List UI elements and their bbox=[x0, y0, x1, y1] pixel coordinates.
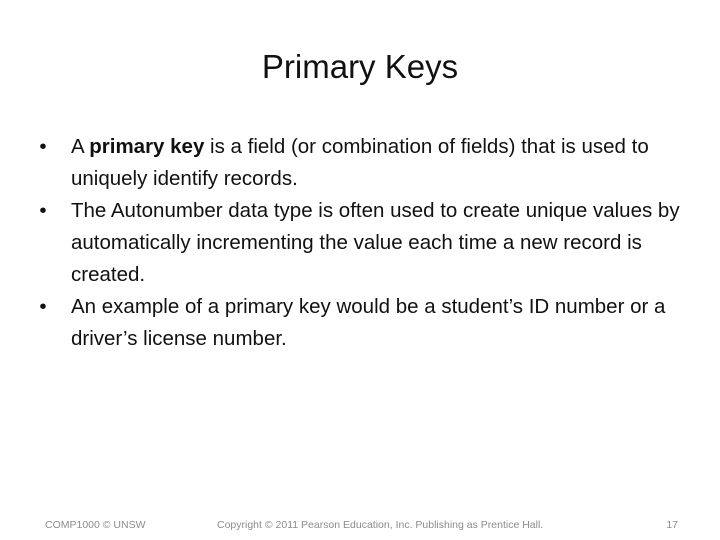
bullet-text-prefix: A bbox=[71, 135, 90, 158]
footer-course: COMP1000 © UNSW bbox=[45, 519, 146, 531]
bullet-text: An example of a primary key would be a student’s ID number or a driver’s license number. bbox=[71, 295, 666, 350]
bullet-list bbox=[36, 131, 686, 355]
bullet-item-autonumber bbox=[36, 195, 686, 291]
bullet-text: The Autonumber data type is often used to create unique values by automatically incrementing the value each time a new record is created. bbox=[71, 199, 680, 286]
slide-title: Primary Keys bbox=[261, 48, 459, 85]
bullet-item-primary-key bbox=[36, 131, 686, 195]
footer-copyright: Copyright © 2011 Pearson Education, Inc. Publishing as Prentice Hall. bbox=[217, 519, 544, 531]
bullet-marker: • bbox=[39, 295, 47, 318]
bullet-text-emphasis: primary key bbox=[89, 135, 205, 158]
bullet-text-suffix: is a field (or combination of fields) that is used to uniquely identify records. bbox=[71, 135, 649, 190]
footer-page-number: 17 bbox=[666, 519, 678, 531]
bullet-marker: • bbox=[39, 199, 47, 222]
bullet-marker: • bbox=[39, 135, 47, 158]
bullet-item-example bbox=[36, 291, 686, 355]
